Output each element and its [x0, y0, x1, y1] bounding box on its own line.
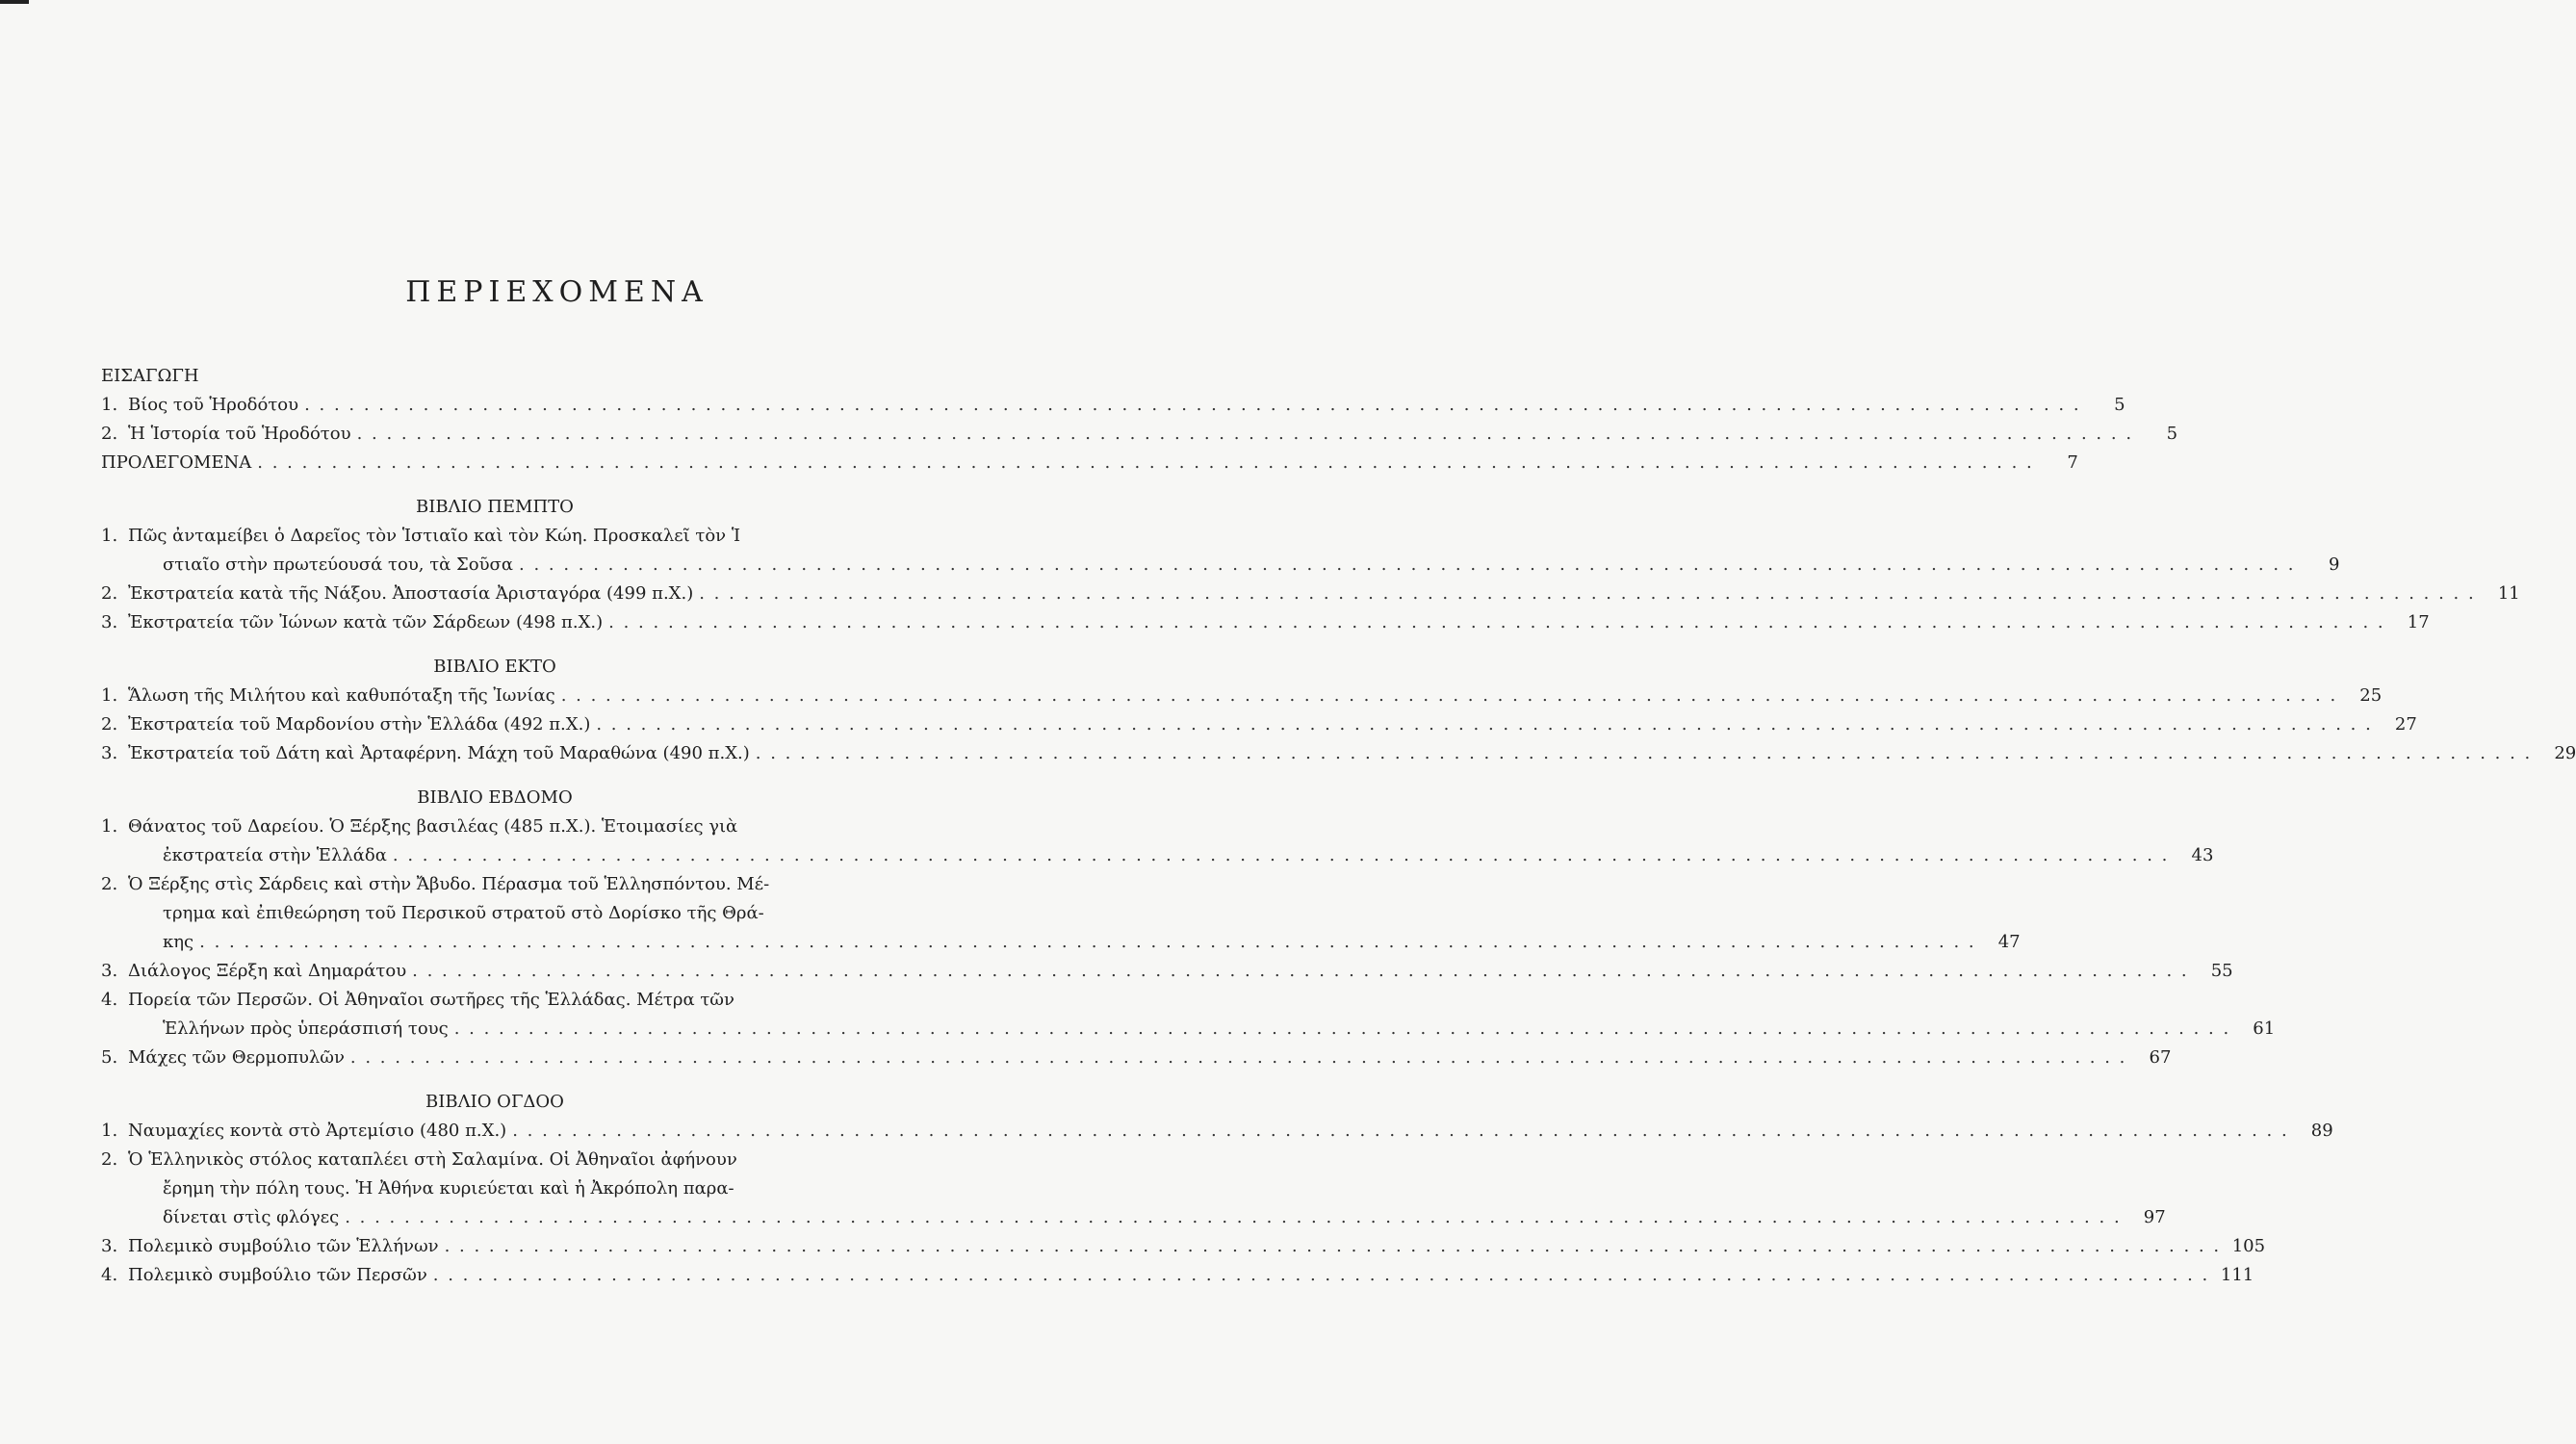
- entry-number: 1.: [101, 526, 118, 546]
- dot-leader: . . . . . . . . . . . . . . . . . . . . . . . . . . . . . . . . . . . . . . . . . . . . . . . . . . . . . . . . . . . . . . . . . . . . . . . . . . . . . . . . . . . . . . . . . . . . . . . . . . . . . . . . . . . . . . . . . . . . . . . .: [432, 1265, 2210, 1285]
- entry-title: κης: [163, 932, 194, 952]
- entry-number: 2.: [101, 424, 118, 444]
- dot-leader: . . . . . . . . . . . . . . . . . . . . . . . . . . . . . . . . . . . . . . . . . . . . . . . . . . . . . . . . . . . . . . . . . . . . . . . . . . . . . . . . . . . . . . . . . . . . . . . . . . . . . . . . . . . . . . . . . . . . . . . .: [453, 1019, 2231, 1039]
- entry-title: Βίος τοῦ Ἡροδότου: [128, 395, 299, 415]
- dot-leader: . . . . . . . . . . . . . . . . . . . . . . . . . . . . . . . . . . . . . . . . . . . . . . . . . . . . . . . . . . . . . . . . . . . . . . . . . . . . . . . . . . . . . . . . . . . . . . . . . . . . . . . . . . . . . . . . . . . . . . . .: [444, 1236, 2222, 1256]
- page-number: 7: [2067, 452, 2078, 473]
- entry-title: ἔρημη τὴν πόλη τους. Ἡ Ἀθήνα κυριεύεται καὶ ἡ Ἀκρόπολη παρα-: [163, 1178, 734, 1199]
- entry-number: 1.: [101, 816, 118, 837]
- toc-entry-line: [101, 1232, 2266, 1261]
- toc-entry[interactable]: [101, 1044, 2172, 1072]
- toc-entry[interactable]: [101, 391, 2125, 420]
- entry-number: 5.: [101, 1047, 118, 1068]
- entry-list: [101, 682, 2576, 768]
- page-number: 27: [2394, 714, 2417, 735]
- dot-leader: . . . . . . . . . . . . . . . . . . . . . . . . . . . . . . . . . . . . . . . . . . . . . . . . . . . . . . . . . . . . . . . . . . . . . . . . . . . . . . . . . . . . . . . . . . . . . . . . . . . . . . . . . . . . . . . . . . . . . . . .: [199, 932, 1976, 952]
- entry-number: 2.: [101, 714, 118, 735]
- toc-entry-line: [101, 420, 2178, 449]
- toc-entry[interactable]: [101, 580, 2520, 608]
- entry-title: Θάνατος τοῦ Δαρείου. Ὁ Ξέρξης βασιλέας (485 π.Χ.). Ἑτοιμασίες γιὰ: [128, 816, 738, 837]
- toc-entry-line: [101, 1261, 2254, 1290]
- entry-number: 3.: [101, 612, 118, 632]
- toc-entry-line: [101, 1203, 2166, 1232]
- section-heading: ΒΙΒΛΙΟ ΕΚΤΟ: [433, 657, 556, 677]
- toc-entry[interactable]: [101, 986, 2276, 1044]
- entry-list: [101, 1117, 2333, 1290]
- entry-number: 1.: [101, 395, 118, 415]
- entry-number: 1.: [101, 685, 118, 706]
- section-book-6: [101, 653, 2576, 768]
- toc-entry-line: [101, 1174, 889, 1203]
- section-heading: ΕΙΣΑΓΩΓΗ: [101, 366, 199, 386]
- toc-entry[interactable]: [101, 812, 2214, 870]
- toc-entry[interactable]: [101, 1232, 2266, 1261]
- toc-entry[interactable]: [101, 1117, 2333, 1146]
- entry-number: 2.: [101, 1149, 118, 1170]
- toc-entry-line: [101, 1117, 2333, 1146]
- dot-leader: . . . . . . . . . . . . . . . . . . . . . . . . . . . . . . . . . . . . . . . . . . . . . . . . . . . . . . . . . . . . . . . . . . . . . . . . . . . . . . . . . . . . . . . . . . . . . . . . . . . . . . . . . . . . . . . . . . . . . . . .: [608, 612, 2385, 632]
- entry-title: Πολεμικὸ συμβούλιο τῶν Ἑλλήνων: [128, 1236, 439, 1256]
- entry-title: Πῶς ἀνταμείβει ὁ Δαρεῖος τὸν Ἱστιαῖο καὶ τὸν Κώη. Προσκαλεῖ τὸν Ἱ: [128, 526, 741, 546]
- section-book-8: [101, 1088, 2333, 1290]
- page-number: 29: [2554, 743, 2576, 763]
- section-heading: ΒΙΒΛΙΟ ΟΓΔΟΟ: [425, 1092, 564, 1112]
- entry-number: 3.: [101, 743, 118, 763]
- entry-title: Μάχες τῶν Θερμοπυλῶν: [128, 1047, 345, 1068]
- toc-entry-line: [101, 391, 2125, 420]
- dot-leader: . . . . . . . . . . . . . . . . . . . . . . . . . . . . . . . . . . . . . . . . . . . . . . . . . . . . . . . . . . . . . . . . . . . . . . . . . . . . . . . . . . . . . . . . . . . . . . . . . . . . . . . . . . . . . . . . . . . . . . . .: [755, 743, 2533, 763]
- page-number: 89: [2310, 1121, 2333, 1141]
- section-book-7: [101, 784, 2276, 1072]
- toc-entry-line: [101, 710, 2417, 739]
- toc-entry-line: [101, 551, 2340, 580]
- toc-entry-line: [101, 739, 2576, 768]
- entry-title: Πορεία τῶν Περσῶν. Οἱ Ἀθηναῖοι σωτῆρες τῆς Ἑλλάδας. Μέτρα τῶν: [128, 990, 734, 1010]
- page-number: 97: [2143, 1207, 2166, 1227]
- page-number: 25: [2359, 685, 2383, 706]
- section-heading: ΒΙΒΛΙΟ ΠΕΜΠΤΟ: [416, 497, 574, 517]
- entry-title: ἐκστρατεία στὴν Ἑλλάδα: [163, 845, 387, 865]
- toc-entry-line: [101, 608, 2430, 637]
- toc-entry-line: [101, 812, 889, 841]
- toc-entry[interactable]: [101, 870, 2021, 957]
- entry-number: 3.: [101, 1236, 118, 1256]
- toc-entry-line: [101, 1146, 889, 1174]
- toc-entry[interactable]: [101, 608, 2430, 637]
- dot-leader: . . . . . . . . . . . . . . . . . . . . . . . . . . . . . . . . . . . . . . . . . . . . . . . . . . . . . . . . . . . . . . . . . . . . . . . . . . . . . . . . . . . . . . . . . . . . . . . . . . . . . . . . . . . . . . . . . . . . . . . .: [519, 554, 2296, 575]
- page-title: ΠΕΡΙΕΧΟΜΕΝΑ: [405, 275, 708, 310]
- dot-leader: . . . . . . . . . . . . . . . . . . . . . . . . . . . . . . . . . . . . . . . . . . . . . . . . . . . . . . . . . . . . . . . . . . . . . . . . . . . . . . . . . . . . . . . . . . . . . . . . . . . . . . . . . . . . . . . . . . . . . . . .: [257, 452, 2034, 473]
- entry-title: στιαῖο στὴν πρωτεύουσά του, τὰ Σοῦσα: [163, 554, 513, 575]
- toc-entry-line: [101, 580, 2520, 608]
- scan-corner-mark: [0, 0, 29, 4]
- page-number: 47: [1997, 932, 2021, 952]
- toc-entry-line: [101, 986, 889, 1015]
- entry-title: Ἅλωση τῆς Μιλήτου καὶ καθυπόταξη τῆς Ἰωνίας: [128, 685, 555, 706]
- section-heading: ΠΡΟΛΕΓΟΜΕΝΑ: [101, 452, 252, 473]
- entry-title: Ὁ Ἑλληνικὸς στόλος καταπλέει στὴ Σαλαμίνα. Οἱ Ἀθηναῖοι ἀφήνουν: [128, 1149, 737, 1170]
- dot-leader: . . . . . . . . . . . . . . . . . . . . . . . . . . . . . . . . . . . . . . . . . . . . . . . . . . . . . . . . . . . . . . . . . . . . . . . . . . . . . . . . . . . . . . . . . . . . . . . . . . . . . . . . . . . . . . . . . . . . . . . .: [412, 961, 2189, 981]
- toc-entry-line: [101, 1044, 2172, 1072]
- entry-title: Ἐκστρατεία τοῦ Δάτη καὶ Ἀρταφέρνη. Μάχη τοῦ Μαραθώνα (490 π.Χ.): [128, 743, 750, 763]
- section-book-5: [101, 493, 2520, 637]
- section-heading: ΒΙΒΛΙΟ ΕΒΔΟΜΟ: [417, 787, 573, 808]
- entry-title: Ἑλλήνων πρὸς ὑπεράσπισή τους: [163, 1019, 449, 1039]
- entry-title: Ἡ Ἱστορία τοῦ Ἡροδότου: [128, 424, 351, 444]
- page-number: 5: [2166, 424, 2178, 444]
- toc-entry-line: [101, 1015, 2276, 1044]
- toc-entry-prolegomena[interactable]: [101, 449, 2078, 477]
- toc-entry-line: [101, 928, 2021, 957]
- toc-entry[interactable]: [101, 957, 2233, 986]
- toc-entry[interactable]: [101, 522, 2340, 580]
- dot-leader: . . . . . . . . . . . . . . . . . . . . . . . . . . . . . . . . . . . . . . . . . . . . . . . . . . . . . . . . . . . . . . . . . . . . . . . . . . . . . . . . . . . . . . . . . . . . . . . . . . . . . . . . . . . . . . . . . . . . . . . .: [560, 685, 2338, 706]
- entry-title: Ἐκστρατεία κατὰ τῆς Νάξου. Ἀποστασία Ἀρισταγόρα (499 π.Χ.): [128, 583, 694, 604]
- toc-entry[interactable]: [101, 1261, 2254, 1290]
- toc-entry-line: [101, 682, 2383, 710]
- toc-entry[interactable]: [101, 710, 2417, 739]
- entry-number: 2.: [101, 874, 118, 894]
- page-number: 11: [2497, 583, 2520, 604]
- toc-entry-line: [101, 870, 889, 899]
- entry-number: 4.: [101, 1265, 118, 1285]
- entry-title: δίνεται στὶς φλόγες: [163, 1207, 340, 1227]
- page-number: 5: [2114, 395, 2125, 415]
- page-number: 105: [2231, 1236, 2266, 1256]
- page-number: 67: [2149, 1047, 2172, 1068]
- entry-number: 4.: [101, 990, 118, 1010]
- toc-entry[interactable]: [101, 1146, 2166, 1232]
- entry-title: Ἐκστρατεία τοῦ Μαρδονίου στὴν Ἑλλάδα (492 π.Χ.): [128, 714, 591, 735]
- entry-title: Πολεμικὸ συμβούλιο τῶν Περσῶν: [128, 1265, 427, 1285]
- toc-entry[interactable]: [101, 420, 2178, 449]
- dot-leader: . . . . . . . . . . . . . . . . . . . . . . . . . . . . . . . . . . . . . . . . . . . . . . . . . . . . . . . . . . . . . . . . . . . . . . . . . . . . . . . . . . . . . . . . . . . . . . . . . . . . . . . . . . . . . . . . . . . . . . . .: [699, 583, 2476, 604]
- toc-entry-line: [101, 522, 889, 551]
- toc-entry[interactable]: [101, 739, 2576, 768]
- toc-entry[interactable]: [101, 682, 2383, 710]
- page-number: 9: [2329, 554, 2340, 575]
- dot-leader: . . . . . . . . . . . . . . . . . . . . . . . . . . . . . . . . . . . . . . . . . . . . . . . . . . . . . . . . . . . . . . . . . . . . . . . . . . . . . . . . . . . . . . . . . . . . . . . . . . . . . . . . . . . . . . . . . . . . . . . .: [596, 714, 2373, 735]
- toc-entry-line: [101, 899, 889, 928]
- entry-title: Ἐκστρατεία τῶν Ἰώνων κατὰ τῶν Σάρδεων (498 π.Χ.): [128, 612, 604, 632]
- page-number: 55: [2210, 961, 2233, 981]
- dot-leader: . . . . . . . . . . . . . . . . . . . . . . . . . . . . . . . . . . . . . . . . . . . . . . . . . . . . . . . . . . . . . . . . . . . . . . . . . . . . . . . . . . . . . . . . . . . . . . . . . . . . . . . . . . . . . . . . . . . . . . . .: [304, 395, 2081, 415]
- section-introduction: [101, 362, 2178, 449]
- entry-title: τρημα καὶ ἐπιθεώρηση τοῦ Περσικοῦ στρατοῦ στὸ Δορίσκο τῆς Θρά-: [163, 903, 764, 923]
- table-of-contents: [101, 362, 2576, 1290]
- entry-number: 2.: [101, 583, 118, 604]
- entry-title: Ὁ Ξέρξης στὶς Σάρδεις καὶ στὴν Ἄβυδο. Πέρασμα τοῦ Ἑλλησπόντου. Μέ-: [128, 874, 770, 894]
- toc-entry-line: [101, 841, 2214, 870]
- entry-list: [101, 812, 2276, 1072]
- page-number: 61: [2253, 1019, 2276, 1039]
- dot-leader: . . . . . . . . . . . . . . . . . . . . . . . . . . . . . . . . . . . . . . . . . . . . . . . . . . . . . . . . . . . . . . . . . . . . . . . . . . . . . . . . . . . . . . . . . . . . . . . . . . . . . . . . . . . . . . . . . . . . . . . .: [356, 424, 2134, 444]
- entry-title: Ναυμαχίες κοντὰ στὸ Ἀρτεμίσιο (480 π.Χ.): [128, 1121, 507, 1141]
- page-number: 17: [2407, 612, 2430, 632]
- dot-leader: . . . . . . . . . . . . . . . . . . . . . . . . . . . . . . . . . . . . . . . . . . . . . . . . . . . . . . . . . . . . . . . . . . . . . . . . . . . . . . . . . . . . . . . . . . . . . . . . . . . . . . . . . . . . . . . . . . . . . . . .: [392, 845, 2170, 865]
- dot-leader: . . . . . . . . . . . . . . . . . . . . . . . . . . . . . . . . . . . . . . . . . . . . . . . . . . . . . . . . . . . . . . . . . . . . . . . . . . . . . . . . . . . . . . . . . . . . . . . . . . . . . . . . . . . . . . . . . . . . . . . .: [512, 1121, 2289, 1141]
- entry-number: 3.: [101, 961, 118, 981]
- toc-entry-line: [101, 957, 2233, 986]
- entry-list: [101, 391, 2178, 449]
- dot-leader: . . . . . . . . . . . . . . . . . . . . . . . . . . . . . . . . . . . . . . . . . . . . . . . . . . . . . . . . . . . . . . . . . . . . . . . . . . . . . . . . . . . . . . . . . . . . . . . . . . . . . . . . . . . . . . . . . . . . . . . .: [345, 1207, 2122, 1227]
- page-number: 111: [2220, 1265, 2254, 1285]
- entry-title: Διάλογος Ξέρξη καὶ Δημαράτου: [128, 961, 407, 981]
- page-number: 43: [2191, 845, 2214, 865]
- entry-number: 1.: [101, 1121, 118, 1141]
- entry-list: [101, 522, 2520, 637]
- dot-leader: . . . . . . . . . . . . . . . . . . . . . . . . . . . . . . . . . . . . . . . . . . . . . . . . . . . . . . . . . . . . . . . . . . . . . . . . . . . . . . . . . . . . . . . . . . . . . . . . . . . . . . . . . . . . . . . . . . . . . . . .: [349, 1047, 2127, 1068]
